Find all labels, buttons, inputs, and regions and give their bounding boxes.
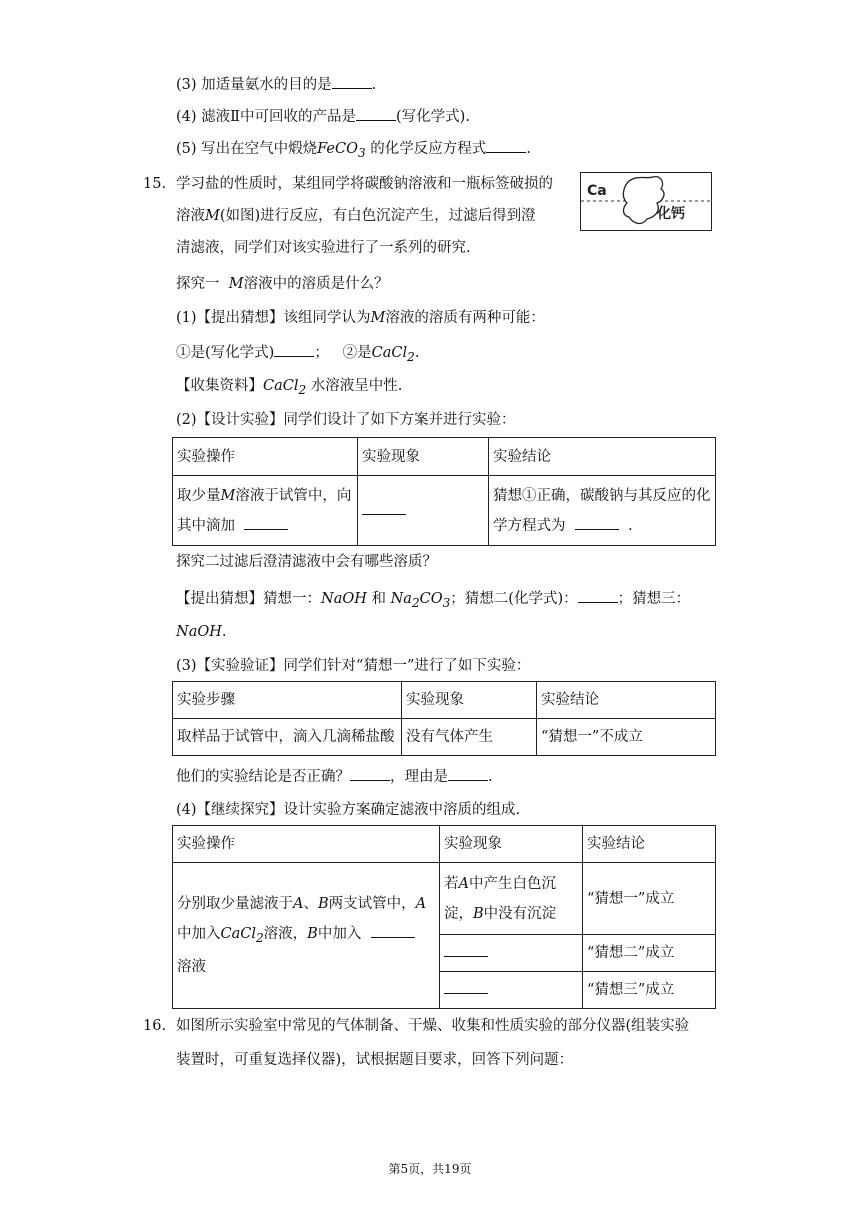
q15-intro-line1: 学习盐的性质时，某组同学将碳酸钠溶液和一瓶标签破损的	[176, 176, 553, 192]
table-cell: “猜想一”不成立	[537, 719, 716, 756]
question-number: 16.	[143, 1018, 167, 1034]
verify-table	[172, 681, 716, 756]
question-number: 15.	[143, 176, 167, 192]
q14-part4: (4) 滤液Ⅱ中可回收的产品是 (写化学式).	[176, 106, 470, 127]
answer-blank[interactable]	[578, 588, 618, 603]
table-cell-conclusion: 猜想①正确，碳酸钠与其反应的化 学方程式为 .	[489, 476, 716, 546]
table-header: 实验操作	[173, 438, 358, 476]
design-heading: (2)【设计实验】同学们设计了如下方案并进行实验：	[176, 412, 516, 428]
table-header: 实验结论	[537, 682, 716, 719]
guess-three-line: NaOH.	[176, 624, 227, 640]
table-cell-phenomenon	[440, 935, 583, 972]
table-header: 实验结论	[489, 438, 716, 476]
q14-part5: (5) 写出在空气中煅烧FeCO$_3$ 的化学反应方程式 .	[176, 138, 531, 163]
q15-intro-line3: 清滤液，同学们对该实验进行了一系列的研究.	[176, 240, 471, 256]
verify-question: 他们的实验结论是否正确？ ，理由是 .	[176, 766, 493, 787]
q14-part3: (3) 加适量氨水的目的是 .	[176, 74, 376, 95]
table-header: 实验现象	[402, 682, 537, 719]
table-cell-conclusion: “猜想一”成立	[583, 863, 716, 935]
probe-one-heading: 探究一 M溶液中的溶质是什么？	[176, 276, 389, 292]
page-footer: 第5页，共19页	[388, 1162, 472, 1176]
guess-two-line: 【提出猜想】猜想一：NaOH 和 $Na_2CO_3$；猜想二(化学式)： ；猜想三：	[176, 588, 690, 613]
answer-blank[interactable]	[486, 138, 526, 153]
table-cell-operation: 分别取少量滤液于A、B两支试管中，A 中加入CaCl$_2$溶液，B中加入 溶液	[173, 863, 440, 1009]
torn-label-drawing	[581, 173, 711, 230]
q16-line1: 如图所示实验室中常见的气体制备、干燥、收集和性质实验的部分仪器(组装实验	[176, 1018, 690, 1034]
table-cell-conclusion: “猜想二”成立	[583, 935, 716, 972]
label-text-left: Ca	[587, 183, 607, 199]
q16-line2: 装置时，可重复选择仪器)，试根据题目要求，回答下列问题：	[176, 1052, 574, 1068]
label-text-right: 化钙	[657, 206, 685, 222]
guess-intro: (1)【提出猜想】该组同学认为M溶液的溶质有两种可能：	[176, 310, 545, 326]
answer-blank[interactable]	[575, 517, 619, 530]
design-table	[172, 437, 716, 546]
answer-blank[interactable]	[332, 74, 372, 89]
table-cell-operation: 取少量M溶液于试管中，向 其中滴加	[173, 476, 358, 546]
answer-blank[interactable]	[444, 981, 488, 994]
continue-heading: (4)【继续探究】设计实验方案确定滤液中溶质的组成.	[176, 802, 521, 818]
probe-two-heading: 探究二过滤后澄清滤液中会有哪些溶质？	[176, 554, 437, 570]
answer-blank[interactable]	[371, 925, 415, 938]
collect-info: 【收集资料】CaCl$_2$ 水溶液呈中性.	[176, 378, 403, 397]
table-header: 实验现象	[358, 438, 489, 476]
table-header: 实验现象	[440, 826, 583, 863]
answer-blank[interactable]	[356, 106, 396, 121]
continue-table	[172, 825, 716, 1009]
torn-label-image	[580, 172, 712, 231]
table-cell-phenomenon	[358, 476, 489, 546]
answer-blank[interactable]	[244, 517, 288, 530]
table-cell-conclusion: “猜想三”成立	[583, 972, 716, 1009]
table-cell-phenomenon: 若A中产生白色沉 淀，B中没有沉淀	[440, 863, 583, 935]
answer-blank[interactable]	[274, 342, 314, 357]
answer-blank[interactable]	[448, 766, 488, 781]
table-header: 实验结论	[583, 826, 716, 863]
table-cell-phenomenon	[440, 972, 583, 1009]
table-cell: 没有气体产生	[402, 719, 537, 756]
answer-blank[interactable]	[350, 766, 390, 781]
q15-intro-line2: 溶液M(如图)进行反应，有白色沉淀产生，过滤后得到澄	[176, 208, 536, 224]
table-header: 实验操作	[173, 826, 440, 863]
table-header: 实验步骤	[173, 682, 402, 719]
guess-options: ①是(写化学式) ； ②是CaCl$_2$.	[176, 342, 419, 367]
answer-blank[interactable]	[362, 502, 406, 515]
table-cell: 取样品于试管中，滴入几滴稀盐酸	[173, 719, 402, 756]
answer-blank[interactable]	[444, 944, 488, 957]
verify-heading: (3)【实验验证】同学们针对“猜想一”进行了如下实验：	[176, 658, 531, 674]
